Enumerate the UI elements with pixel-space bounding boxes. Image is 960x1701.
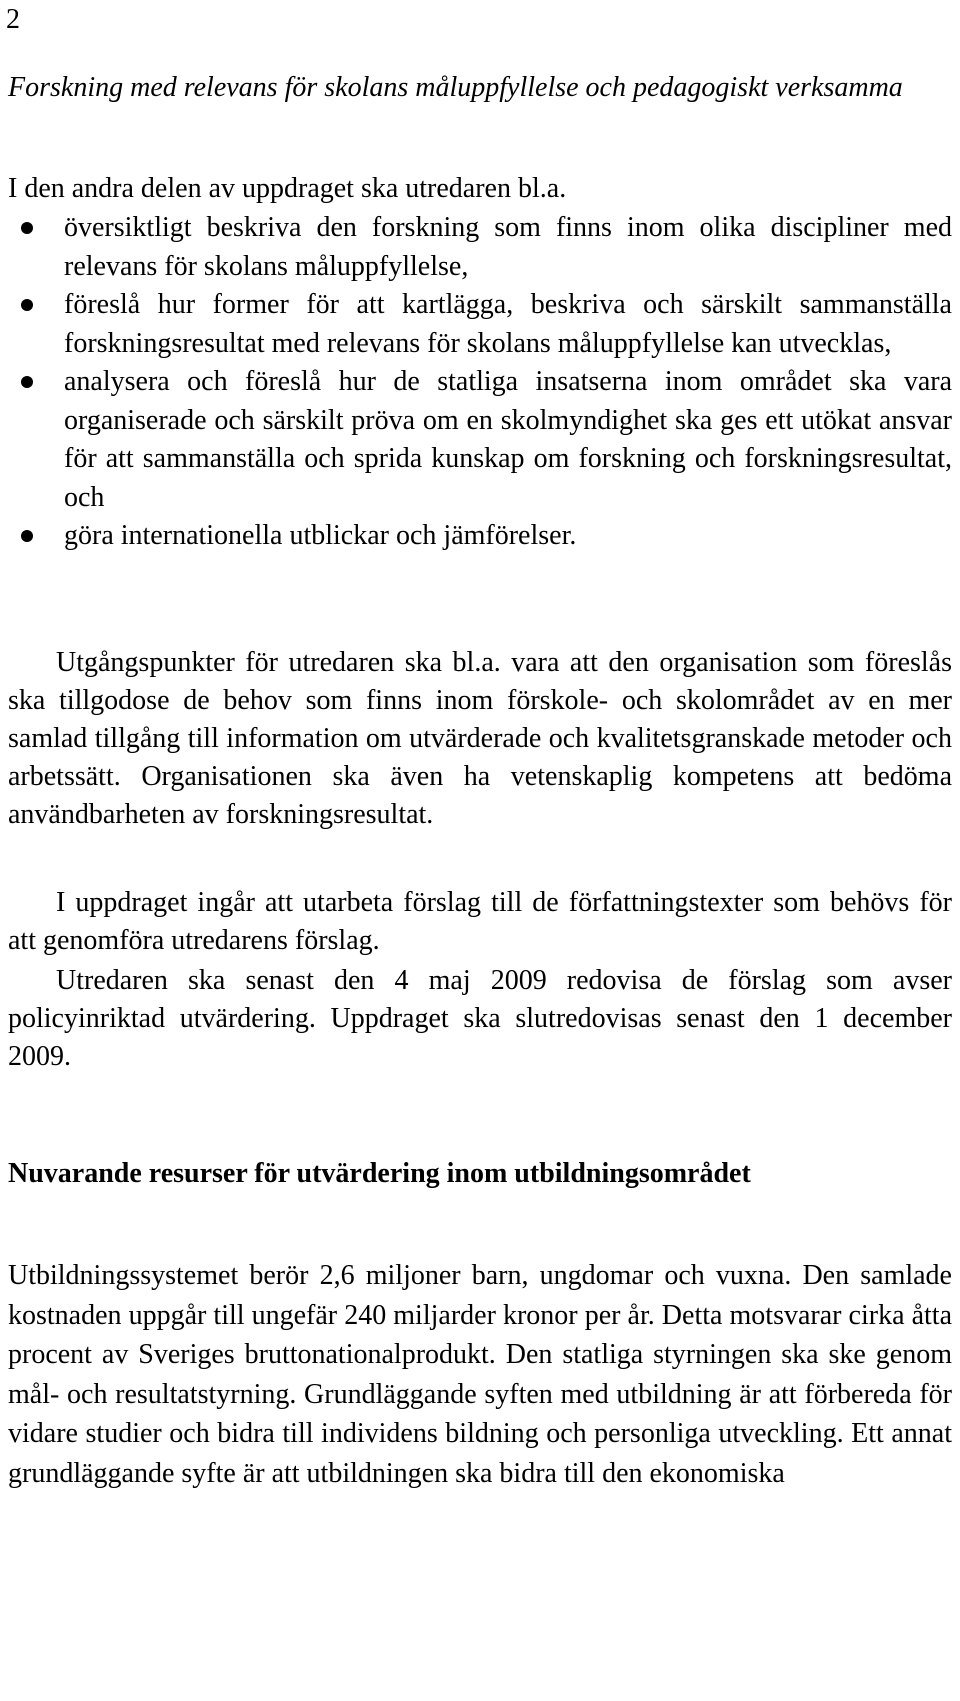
assignment-bullet-list [0,209,952,556]
page-number: 2 [6,4,20,35]
list-item-text: göra internationella utblickar och jämförelser. [64,520,577,551]
bold-section-heading: Nuvarande resurser för utvärdering inom utbildningsområdet [8,1158,751,1189]
list-item-text: analysera och föreslå hur de statliga insatserna inom området ska vara organiserade och särskilt pröva om en skolmyndighet ska ges ett utökat ansvar för att sammanställa och sprida kunskap om forskning och forskningsresultat, och [64,366,952,513]
intro-paragraph: I den andra delen av uppdraget ska utredaren bl.a. [8,173,567,204]
list-item [0,286,952,363]
bullet-icon [21,299,33,311]
section-heading: Forskning med relevans för skolans måluppfyllelse och pedagogiskt verksamma [8,72,903,103]
paragraph-utbildning: Utbildningssystemet berör 2,6 miljoner barn, ungdomar och vuxna. Den samlade kostnaden uppgår till ungefär 240 miljarder kronor per år. Detta motsvarar cirka åtta procent av Sveriges bruttonationalprodukt. Den statliga styrningen ska ske genom mål- och resultatstyrning. Grundläggande syften med utbildning är att förbereda för vidare studier och bidra till individens bildning och personliga utveckling. Ett annat grundläggande syfte är att utbildningen ska bidra till den ekonomiska [8,1260,952,1489]
list-item [0,517,952,556]
bullet-icon [21,222,33,234]
bullet-icon [21,376,33,388]
paragraph-datum: Utredaren ska senast den 4 maj 2009 redovisa de förslag som avser policyinriktad utvärdering. Uppdraget ska slutredovisas senast den 1 december 2009. [8,965,952,1072]
bullet-icon [21,530,33,542]
list-item-text: översiktligt beskriva den forskning som finns inom olika discipliner med relevans för skolans måluppfyllelse, [64,212,952,282]
list-item-text: föreslå hur former för att kartlägga, beskriva och särskilt sammanställa forskningsresultat med relevans för skolans måluppfyllelse kan utvecklas, [64,289,952,359]
paragraph-utgangspunkter: Utgångspunkter för utredaren ska bl.a. vara att den organisation som föreslås ska tillgodose de behov som finns inom förskole- och skolområdet av en mer samlad tillgång till information om utvärderade och kvalitetsgranskade metoder och arbetssätt. Organisationen ska även ha vetenskaplig kompetens att bedöma användbarheten av forskningsresultat. [8,647,952,830]
list-item [0,209,952,286]
paragraph-uppdraget: I uppdraget ingår att utarbeta förslag till de författningstexter som behövs för att genomföra utredarens förslag. [8,887,952,956]
list-item [0,363,952,517]
